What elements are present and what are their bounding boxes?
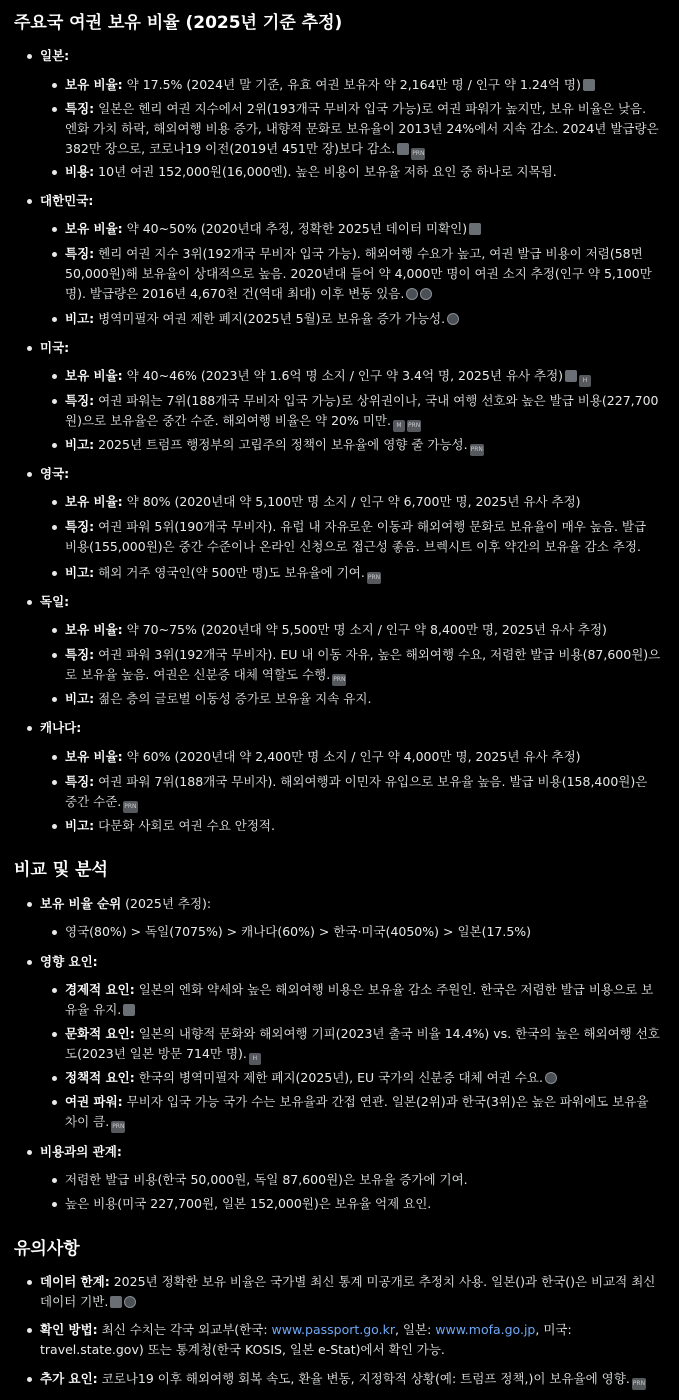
country-item-germany: 독일: xyxy=(40,592,665,612)
usa-note: 비고: 2025년 트럼프 행정부의 고립주의 정책이 보유율에 영향 줄 가능성. PRN xyxy=(65,435,661,456)
note-text: 젊은 층의 글로벌 이동성 증가로 보유율 지속 유지. xyxy=(98,691,372,706)
note-text: 병역미필자 여권 제한 폐지(2025년 5월)로 보유율 증가 가능성. xyxy=(98,311,446,326)
uk-feature: 특징: 여권 파워 5위(190개국 무비자). 유럽 내 자유로운 이동과 해외여행 문화로 보유율이 매우 높음. 발급 비용(155,000원)은 중간 수준이나 온라인 신청으로 접근성 좋음. 브렉시트 이후 약간의 보유율 감소 추정. xyxy=(65,517,661,557)
rate-label: 보유 비율 xyxy=(65,494,118,509)
note-text: , 미국: travel.state.gov) 또는 통계청(한국 KOSIS, 일본 e-Stat)에서 확인 가능. xyxy=(40,1322,572,1357)
notes-heading: 유의사항 xyxy=(14,1239,80,1259)
source-citation-icon[interactable] xyxy=(406,288,418,300)
country-item-canada: 캐나다: xyxy=(40,718,665,738)
note-label: 확인 방법 xyxy=(40,1322,93,1337)
feature-text: 일본은 헨리 여권 지수에서 2위(193개국 무비자 입국 가능)로 여권 파워가 높지만, 보유 비율은 낮음. 엔화 가치 하락, 해외여행 비용 증가, 내향적 문화로 보유율이 2013년 24%에서 지속 감소. 2024년 발급량은 382만 장으로, 코로나19 이전(2019년 451만 장)보다 감소. xyxy=(65,101,659,156)
factor-label: 문화적 요인 xyxy=(65,1026,130,1041)
cost-label: 비용 xyxy=(65,164,90,179)
feature-text: 헨리 여권 지수 3위(192개국 무비자 입국 가능). 해외여행 수요가 높고, 여권 발급 비용이 저렴(58면 50,000원)해 보유율이 상대적으로 높음. 2020년대 들어 약 4,000만 명이 여권 소지 추정(인구 약 5,100만 명). 발급량은 2016년 4,670천 건(역대 최대) 이후 변동 있음. xyxy=(65,246,652,301)
country-item-usa: 미국: xyxy=(40,338,665,358)
feature-label: 특징 xyxy=(65,246,90,261)
factor-label: 정책적 요인 xyxy=(65,1070,130,1085)
canada-note: 비고: 다문화 사회로 여권 수요 안정적. xyxy=(65,816,661,836)
canada-feature: 특징: 여권 파워 7위(188개국 무비자). 해외여행과 이민자 유입으로 보유율 높음. 발급 비용(158,400원)은 중간 수준. PRN xyxy=(65,772,661,813)
canada-rate: 보유 비율: 약 60% (2020년대 약 2,400만 명 소지 / 인구 약 4,000만 명, 2025년 유사 추정) xyxy=(65,747,661,767)
korea-note: 비고: 병역미필자 여권 제한 폐지(2025년 5월)로 보유율 증가 가능성. xyxy=(65,309,661,329)
factor-text: 일본의 엔화 약세와 높은 해외여행 비용은 보유율 감소 주원인. 한국은 저렴한 발급 비용으로 보유율 유지. xyxy=(65,982,654,1017)
factors-item: 영향 요인: xyxy=(40,952,665,972)
country-name: 독일 xyxy=(40,594,65,609)
rate-label: 보유 비율 xyxy=(65,221,118,236)
germany-rate: 보유 비율: 약 70~75% (2020년대 약 5,500만 명 소지 / 인구 약 8,400만 명, 2025년 유사 추정) xyxy=(65,620,661,640)
source-citation-icon[interactable] xyxy=(420,288,432,300)
feature-label: 특징 xyxy=(65,774,90,789)
source-citation-icon[interactable] xyxy=(110,1296,122,1308)
country-name: 영국 xyxy=(40,466,65,481)
x-post-citation-icon[interactable]: PRN xyxy=(367,572,381,584)
uk-rate: 보유 비율: 약 80% (2020년대 약 5,100만 명 소지 / 인구 약 6,700만 명, 2025년 유사 추정) xyxy=(65,492,661,512)
country-item-korea: 대한민국: xyxy=(40,191,665,211)
source-citation-icon[interactable] xyxy=(124,1296,136,1308)
h-citation-icon[interactable]: H xyxy=(579,375,591,387)
feature-label: 특징 xyxy=(65,647,90,662)
cost-relation-label: 비용과의 관계 xyxy=(40,1144,117,1159)
note-verify: 확인 방법: 최신 수치는 각국 외교부(한국: www.passport.go.kr, 일본: www.mofa.go.jp, 미국: travel.state.gov) 또는 통계청(한국 KOSIS, 일본 e-Stat)에서 확인 가능. xyxy=(40,1320,665,1360)
japan-cost: 비용: 10년 여권 152,000원(16,000엔). 높은 비용이 보유율 저하 요인 중 하나로 지목됨. xyxy=(65,162,661,182)
feature-label: 특징 xyxy=(65,393,90,408)
country-name: 캐나다 xyxy=(40,720,77,735)
feature-text: 여권 파워 3위(192개국 무비자). EU 내 이동 자유, 높은 해외여행 수요, 저렴한 발급 비용(87,600원)으로 보유율 높음. 여권은 신분증 대체 역할도 수행. xyxy=(65,647,661,682)
korea-rate: 보유 비율: 약 40~50% (2020년대 추정, 정확한 2025년 데이터 미확인) xyxy=(65,219,661,239)
factor-policy: 정책적 요인: 한국의 병역미필자 제한 폐지(2025년), EU 국가의 신분증 대체 여권 수요. xyxy=(65,1068,661,1088)
korea-feature: 특징: 헨리 여권 지수 3위(192개국 무비자 입국 가능). 해외여행 수요가 높고, 여권 발급 비용이 저렴(58면 50,000원)해 보유율이 상대적으로 높음. 2020년대 들어 약 4,000만 명이 여권 소지 추정(인구 약 5,100만 명). 발급량은 2016년 4,670천 건(역대 최대) 이후 변동 있음. xyxy=(65,244,661,304)
source-citation-icon[interactable] xyxy=(469,223,481,235)
feature-text: 여권 파워는 7위(188개국 무비자 입국 가능)로 상위권이나, 국내 여행 선호와 높은 발급 비용(227,700원)으로 보유율은 중간 수준. 해외여행 비율은 약 20% 미만. xyxy=(65,393,659,428)
cost-low-text: 저렴한 발급 비용(한국 50,000원, 독일 87,600원)은 보유율 증가에 기여. xyxy=(65,1172,468,1187)
cost-high-text: 높은 비용(미국 227,700원, 일본 152,000원)은 보유율 억제 요인. xyxy=(65,1196,432,1211)
factor-text: 무비자 입국 가능 국가 수는 보유율과 간접 연관. 일본(2위)과 한국(3위)은 높은 파워에도 보유율 차이 큼. xyxy=(65,1094,649,1129)
source-citation-icon[interactable] xyxy=(397,143,409,155)
ranking-text: 영국(80%) > 독일(7075%) > 캐나다(60%) > 한국·미국(4050%) > 일본(17.5%) xyxy=(65,924,532,939)
cost-high xyxy=(65,1194,661,1214)
japan-feature: 특징: 일본은 헨리 여권 지수에서 2위(193개국 무비자 입국 가능)로 여권 파워가 높지만, 보유 비율은 낮음. 엔화 가치 하락, 해외여행 비용 증가, 내향적 문화로 보유율이 2013년 24%에서 지속 감소. 2024년 발급량은 382만 장으로, 코로나19 이전(2019년 451만 장)보다 감소. PRN xyxy=(65,99,661,160)
analysis-heading: 비교 및 분석 xyxy=(14,860,108,880)
source-citation-icon[interactable] xyxy=(447,313,459,325)
country-item-uk: 영국: xyxy=(40,464,665,484)
germany-feature: 특징: 여권 파워 3위(192개국 무비자). EU 내 이동 자유, 높은 해외여행 수요, 저렴한 발급 비용(87,600원)으로 보유율 높음. 여권은 신분증 대체 역할도 수행. PRN xyxy=(65,645,661,686)
note-text: 해외 거주 영국인(약 500만 명)도 보유율에 기여. xyxy=(98,565,365,580)
note-label: 데이터 한계 xyxy=(40,1274,105,1289)
note-text: , 일본: xyxy=(394,1322,436,1337)
country-name: 일본 xyxy=(40,48,65,63)
note-text: 2025년 정확한 보유 비율은 국가별 최신 통계 미공개로 추정치 사용. 일본()과 한국()은 비교적 최신 데이터 기반. xyxy=(40,1274,656,1309)
x-post-citation-icon[interactable]: PRN xyxy=(111,1121,125,1133)
usa-rate: 보유 비율: 약 40~46% (2023년 약 1.6억 명 소지 / 인구 약 3.4억 명, 2025년 유사 추정) H xyxy=(65,366,661,387)
ranking-item xyxy=(40,894,665,914)
rate-label: 보유 비율 xyxy=(65,368,118,383)
cost-relation-item: 비용과의 관계: xyxy=(40,1142,665,1162)
passport-link[interactable]: www.passport.go.kr xyxy=(271,1322,395,1337)
factor-power: 여권 파워: 무비자 입국 가능 국가 수는 보유율과 간접 연관. 일본(2위)과 한국(3위)은 높은 파워에도 보유율 차이 큼. PRN xyxy=(65,1092,661,1133)
country-item-japan: 일본: xyxy=(40,46,665,66)
rate-text: 약 17.5% (2024년 말 기준, 유효 여권 보유자 약 2,164만 명 / 인구 약 1.24억 명) xyxy=(126,77,581,92)
rate-text: 약 60% (2020년대 약 2,400만 명 소지 / 인구 약 4,000만 명, 2025년 유사 추정) xyxy=(126,749,581,764)
factor-text: 일본의 내향적 문화와 해외여행 기피(2023년 출국 비율 14.4%) vs. 한국의 높은 해외여행 선호도(2023년 일본 방문 714만 명). xyxy=(65,1026,660,1061)
source-citation-icon[interactable] xyxy=(583,79,595,91)
factors-label: 영향 요인 xyxy=(40,954,93,969)
japan-rate: 보유 비율: 약 17.5% (2024년 말 기준, 유효 여권 보유자 약 2,164만 명 / 인구 약 1.24억 명) xyxy=(65,75,661,95)
note-label: 비고 xyxy=(65,437,90,452)
rate-text: 약 80% (2020년대 약 5,100만 명 소지 / 인구 약 6,700만 명, 2025년 유사 추정) xyxy=(126,494,581,509)
x-post-citation-icon[interactable]: PRN xyxy=(123,801,137,813)
rate-text: 약 40~46% (2023년 약 1.6억 명 소지 / 인구 약 3.4억 명, 2025년 유사 추정) xyxy=(126,368,564,383)
page-title: 주요국 여권 보유 비율 (2025년 기준 추정) xyxy=(14,13,343,33)
note-text: 코로나19 이후 해외여행 회복 속도, 환율 변동, 지정학적 상황(예: 트럼프 정책,)이 보유율에 영향. xyxy=(101,1371,630,1386)
usa-feature: 특징: 여권 파워는 7위(188개국 무비자 입국 가능)로 상위권이나, 국내 여행 선호와 높은 발급 비용(227,700원)으로 보유율은 중간 수준. 해외여행 비율은 약 20% 미만. M PRN xyxy=(65,391,661,432)
note-text: 최신 수치는 각국 외교부(한국: xyxy=(101,1322,272,1337)
note-label: 비고 xyxy=(65,311,90,326)
rate-text: 약 40~50% (2020년대 추정, 정확한 2025년 데이터 미확인) xyxy=(126,221,468,236)
factor-culture: 문화적 요인: 일본의 내향적 문화와 해외여행 기피(2023년 출국 비율 14.4%) vs. 한국의 높은 해외여행 선호도(2023년 일본 방문 714만 명). H xyxy=(65,1024,661,1065)
rate-text: 약 70~75% (2020년대 약 5,500만 명 소지 / 인구 약 8,400만 명, 2025년 유사 추정) xyxy=(126,622,607,637)
cost-low xyxy=(65,1170,661,1190)
rate-label: 보유 비율 xyxy=(65,77,118,92)
h-citation-icon[interactable]: H xyxy=(249,1053,261,1065)
country-name: 대한민국 xyxy=(40,193,89,208)
feature-text: 여권 파워 5위(190개국 무비자). 유럽 내 자유로운 이동과 해외여행 문화로 보유율이 매우 높음. 발급 비용(155,000원)은 중간 수준이나 온라인 신청으로 접근성 좋음. 브렉시트 이후 약간의 보유율 감소 추정. xyxy=(65,519,647,554)
source-citation-icon[interactable]: M xyxy=(393,420,405,432)
country-name: 미국 xyxy=(40,340,65,355)
rate-label: 보유 비율 xyxy=(65,749,118,764)
note-text: 다문화 사회로 여권 수요 안정적. xyxy=(98,818,275,833)
note-text: 2025년 트럼프 행정부의 고립주의 정책이 보유율에 영향 줄 가능성. xyxy=(98,437,468,452)
x-post-citation-icon[interactable]: PRN xyxy=(407,420,421,432)
x-post-citation-icon[interactable]: PRN xyxy=(411,148,425,160)
note-label: 비고 xyxy=(65,691,90,706)
factor-economic: 경제적 요인: 일본의 엔화 약세와 높은 해외여행 비용은 보유율 감소 주원인. 한국은 저렴한 발급 비용으로 보유율 유지. xyxy=(65,980,661,1020)
source-citation-icon[interactable] xyxy=(565,370,577,382)
note-label: 비고 xyxy=(65,818,90,833)
note-data-limit: 데이터 한계: 2025년 정확한 보유 비율은 국가별 최신 통계 미공개로 추정치 사용. 일본()과 한국()은 비교적 최신 데이터 기반. xyxy=(40,1272,665,1312)
feature-text: 여권 파워 7위(188개국 무비자). 해외여행과 이민자 유입으로 보유율 높음. 발급 비용(158,400원)은 중간 수준. xyxy=(65,774,648,809)
source-citation-icon[interactable] xyxy=(123,1004,135,1016)
ranking-label: 보유 비율 순위 xyxy=(40,896,122,911)
cost-text: 10년 여권 152,000원(16,000엔). 높은 비용이 보유율 저하 요인 중 하나로 지목됨. xyxy=(98,164,557,179)
source-citation-icon[interactable] xyxy=(545,1072,557,1084)
x-post-citation-icon[interactable]: PRN xyxy=(632,1378,646,1390)
note-label: 비고 xyxy=(65,565,90,580)
note-label: 추가 요인 xyxy=(40,1371,93,1386)
uk-note: 비고: 해외 거주 영국인(약 500만 명)도 보유율에 기여. PRN xyxy=(65,563,661,584)
note-extra: 추가 요인: 코로나19 이후 해외여행 회복 속도, 환율 변동, 지정학적 상황(예: 트럼프 정책,)이 보유율에 영향. PRN xyxy=(40,1369,665,1390)
feature-label: 특징 xyxy=(65,519,90,534)
x-post-citation-icon[interactable]: PRN xyxy=(332,674,346,686)
factor-label: 경제적 요인 xyxy=(65,982,130,997)
germany-note: 비고: 젊은 층의 글로벌 이동성 증가로 보유율 지속 유지. xyxy=(65,689,661,709)
x-post-citation-icon[interactable]: PRN xyxy=(470,444,484,456)
ranking-value xyxy=(65,922,661,942)
ranking-suffix: (2025년 추정): xyxy=(125,896,212,911)
feature-label: 특징 xyxy=(65,101,90,116)
factor-text: 한국의 병역미필자 제한 폐지(2025년), EU 국가의 신분증 대체 여권 수요. xyxy=(138,1070,543,1085)
rate-label: 보유 비율 xyxy=(65,622,118,637)
factor-label: 여권 파워 xyxy=(65,1094,118,1109)
mofa-link[interactable]: www.mofa.go.jp xyxy=(435,1322,536,1337)
